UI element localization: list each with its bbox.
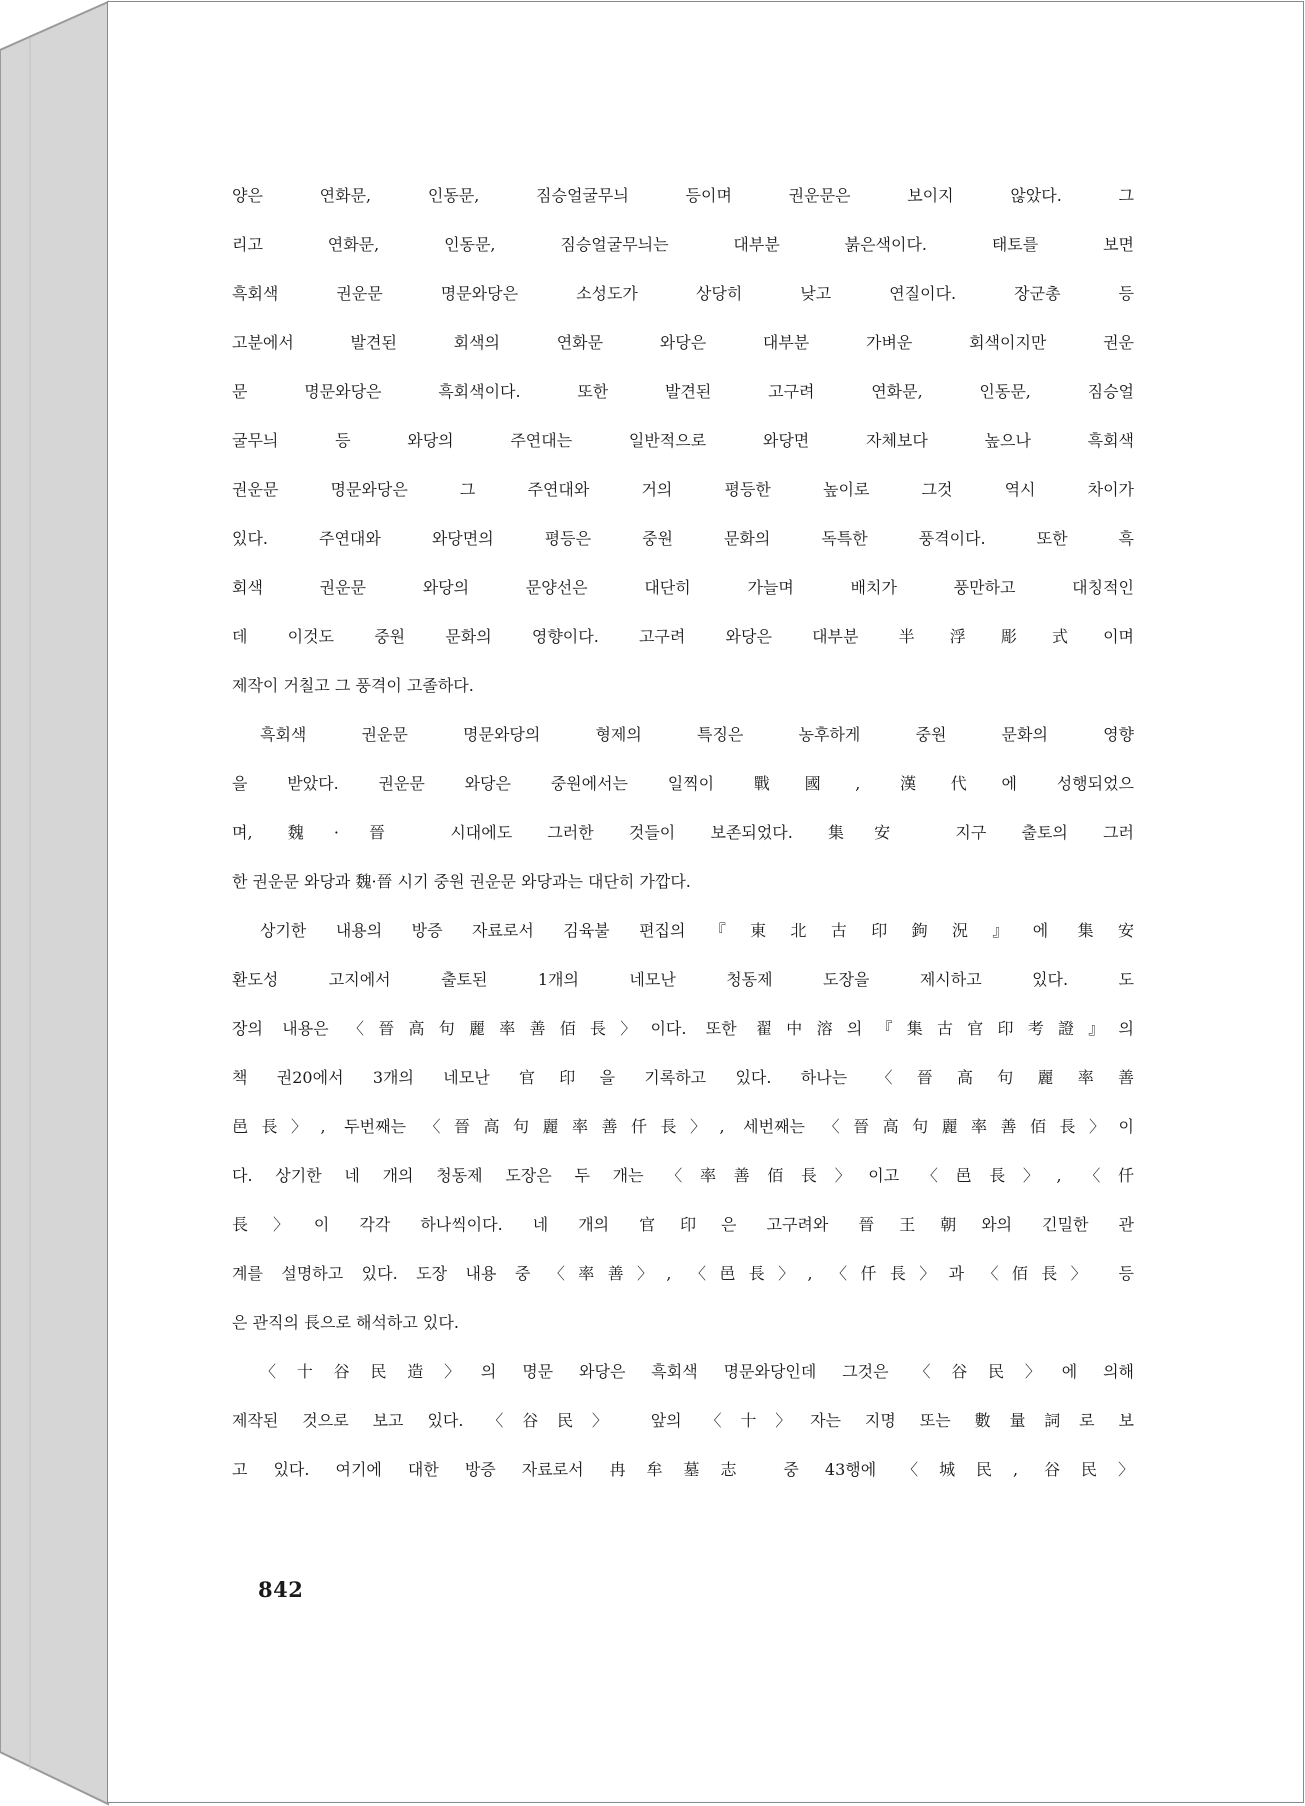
text-line: 리고 연화문, 인동문, 짐승얼굴무늬는 대부분 붉은색이다. 태토를 보면	[232, 235, 1134, 254]
text-line: 한 권운문 와당과 魏·晉 시기 중원 권운문 와당과는 대단히 가깝다.	[232, 872, 691, 891]
page-number: 842	[258, 1577, 304, 1602]
text-line: 흑회색 권운문 명문와당은 소성도가 상당히 낮고 연질이다. 장군총 등	[232, 284, 1134, 303]
text-line: 상기한 내용의 방증 자료로서 김육불 편집의『東北古印鉤況』에 集安	[260, 921, 1134, 940]
body-text	[232, 183, 1134, 1506]
text-line: 데 이것도 중원 문화의 영향이다. 고구려 와당은 대부분 半浮彫式이며	[232, 627, 1134, 646]
text-line: 환도성 고지에서 출토된 1개의 네모난 청동제 도장을 제시하고 있다. 도	[232, 970, 1134, 989]
text-line: 흑회색 권운문 명문와당의 형제의 특징은 농후하게 중원 문화의 영향	[260, 725, 1134, 744]
text-line: 양은 연화문, 인동문, 짐승얼굴무늬 등이며 권운문은 보이지 않았다. 그	[232, 186, 1134, 205]
text-line: 邑長〉, 두번째는 〈晉高句麗率善仟長〉, 세번째는 〈晉高句麗率善佰長〉이	[232, 1117, 1134, 1136]
text-line: 있다. 주연대와 와당면의 평등은 중원 문화의 독특한 풍격이다. 또한 흑	[232, 529, 1134, 548]
text-line: 굴무늬 등 와당의 주연대는 일반적으로 와당면 자체보다 높으나 흑회색	[232, 431, 1134, 450]
text-line: 고 있다. 여기에 대한 방증 자료로서 冉牟墓志 중 43행에 〈城民, 谷民〉	[232, 1460, 1134, 1479]
text-line: 을 받았다. 권운문 와당은 중원에서는 일찍이 戰國, 漢代에 성행되었으	[232, 774, 1134, 793]
text-line: 〈十谷民造〉의 명문 와당은 흑회색 명문와당인데 그것은 〈谷民〉에 의해	[260, 1362, 1134, 1381]
text-line: 회색 권운문 와당의 문양선은 대단히 가늘며 배치가 풍만하고 대칭적인	[232, 578, 1134, 597]
text-line: 은 관직의 長으로 해석하고 있다.	[232, 1313, 459, 1332]
text-line: 권운문 명문와당은 그 주연대와 거의 평등한 높이로 그것 역시 차이가	[232, 480, 1134, 499]
text-line: 고분에서 발견된 회색의 연화문 와당은 대부분 가벼운 회색이지만 권운	[232, 333, 1134, 352]
text-line: 다. 상기한 네 개의 청동제 도장은 두 개는 〈率善佰長〉이고 〈邑長〉, 〈仟	[232, 1166, 1134, 1185]
text-line: 제작이 거칠고 그 풍격이 고졸하다.	[232, 676, 474, 695]
text-line: 문 명문와당은 흑회색이다. 또한 발견된 고구려 연화문, 인동문, 짐승얼	[232, 382, 1134, 401]
text-line: 계를 설명하고 있다. 도장 내용 중 〈率善〉, 〈邑長〉, 〈仟長〉과 〈佰長〉 등	[232, 1264, 1134, 1283]
text-line: 장의 내용은 〈晉高句麗率善佰長〉이다. 또한 翟中溶의『集古官印考證』의	[232, 1019, 1134, 1038]
text-line: 제작된 것으로 보고 있다. 〈谷民〉 앞의 〈十〉자는 지명 또는 數量詞로 보	[232, 1411, 1134, 1430]
text-line: 책 권20에서 3개의 네모난 官印을 기록하고 있다. 하나는 〈晉高句麗率善	[232, 1068, 1134, 1087]
page	[108, 2, 1303, 1802]
text-line: 長〉이 각각 하나씩이다. 네 개의 官印은 고구려와 晉王朝와의 긴밀한 관	[232, 1215, 1134, 1234]
book-spine	[0, 2, 108, 1804]
text-line: 며, 魏·晉 시대에도 그러한 것들이 보존되었다. 集安 지구 출토의 그러	[232, 823, 1134, 842]
